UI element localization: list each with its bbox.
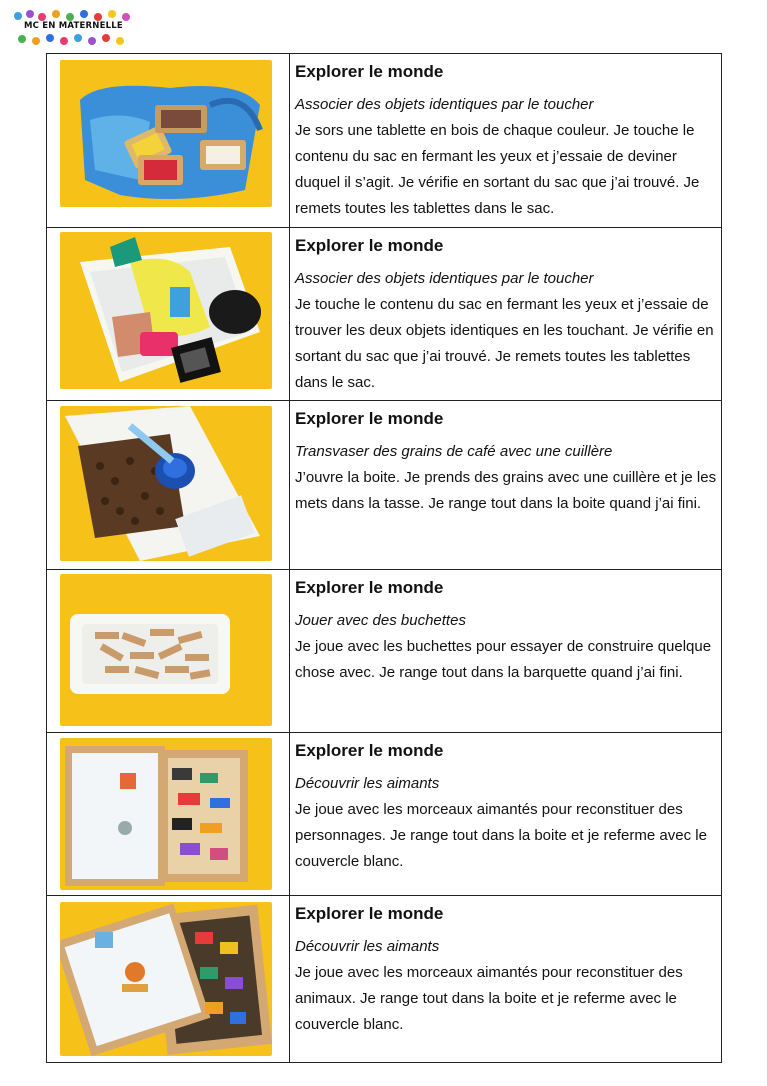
activity-description: Je sors une tablette en bois de chaque couleur. Je touche le contenu du sac en fermant les yeux et j’essaie de deviner duquel il s’agit. Je vérifie en sortant du sac que j’ai trouvé. Je remets toutes les tablettes dans le sac. <box>295 122 700 217</box>
activity-subtitle: Découvrir les aimants <box>295 775 440 792</box>
photo-wooden-sticks <box>60 574 272 726</box>
activity-title: Explorer le monde <box>295 741 444 760</box>
text-cell <box>295 739 719 875</box>
activity-description: Je joue avec les morceaux aimantés pour reconstituer des animaux. Je range tout dans la boite et je referme avec le couvercle blanc. <box>295 964 683 1033</box>
activity-subtitle: Découvrir les aimants <box>295 938 440 955</box>
activity-row <box>47 54 721 228</box>
activity-subtitle: Associer des objets identiques par le toucher <box>295 96 594 113</box>
photo-bag-tablets <box>60 60 272 207</box>
text-cell <box>295 60 719 222</box>
activity-table <box>46 53 722 1063</box>
text-cell <box>295 407 719 517</box>
activity-description: J’ouvre la boite. Je prends des grains avec une cuillère et je les mets dans la tasse. Je range tout dans la boite quand j’ai fini. <box>295 469 717 512</box>
activity-row <box>47 733 721 896</box>
photo-textured-objects <box>60 232 272 389</box>
text-cell <box>295 576 719 686</box>
image-cell <box>47 401 290 569</box>
activity-row <box>47 570 721 733</box>
image-cell <box>47 733 290 895</box>
activity-title: Explorer le monde <box>295 409 444 428</box>
activity-row <box>47 228 721 401</box>
activity-row <box>47 896 721 1062</box>
activity-subtitle: Associer des objets identiques par le toucher <box>295 270 594 287</box>
logo-text: MC EN MATERNELLE <box>24 21 123 31</box>
activity-description: Je joue avec les buchettes pour essayer de construire quelque chose avec. Je range tout dans la barquette quand j’ai fini. <box>295 638 712 681</box>
photo-magnetic-animals <box>60 902 272 1056</box>
photo-coffee-beans <box>60 406 272 561</box>
image-cell <box>47 896 290 1062</box>
text-cell <box>295 234 719 396</box>
activity-subtitle: Transvaser des grains de café avec une cuillère <box>295 443 613 460</box>
activity-title: Explorer le monde <box>295 578 444 597</box>
image-cell <box>47 228 290 400</box>
text-cell <box>295 902 719 1038</box>
photo-magnetic-characters <box>60 738 272 890</box>
activity-subtitle: Jouer avec des buchettes <box>295 612 466 629</box>
activity-description: Je touche le contenu du sac en fermant les yeux et j’essaie de trouver les deux objets identiques en les touchant. Je vérifie en sortant du sac que j’ai trouvé. Je remets toutes les tablettes dans le sac. <box>295 296 714 391</box>
image-cell <box>47 570 290 732</box>
activity-title: Explorer le monde <box>295 62 444 81</box>
activity-title: Explorer le monde <box>295 904 444 923</box>
logo <box>8 6 140 48</box>
activity-row <box>47 401 721 570</box>
image-cell <box>47 54 290 227</box>
activity-description: Je joue avec les morceaux aimantés pour reconstituer des personnages. Je range tout dans la boite et je referme avec le couvercle blanc. <box>295 801 707 870</box>
activity-title: Explorer le monde <box>295 236 444 255</box>
